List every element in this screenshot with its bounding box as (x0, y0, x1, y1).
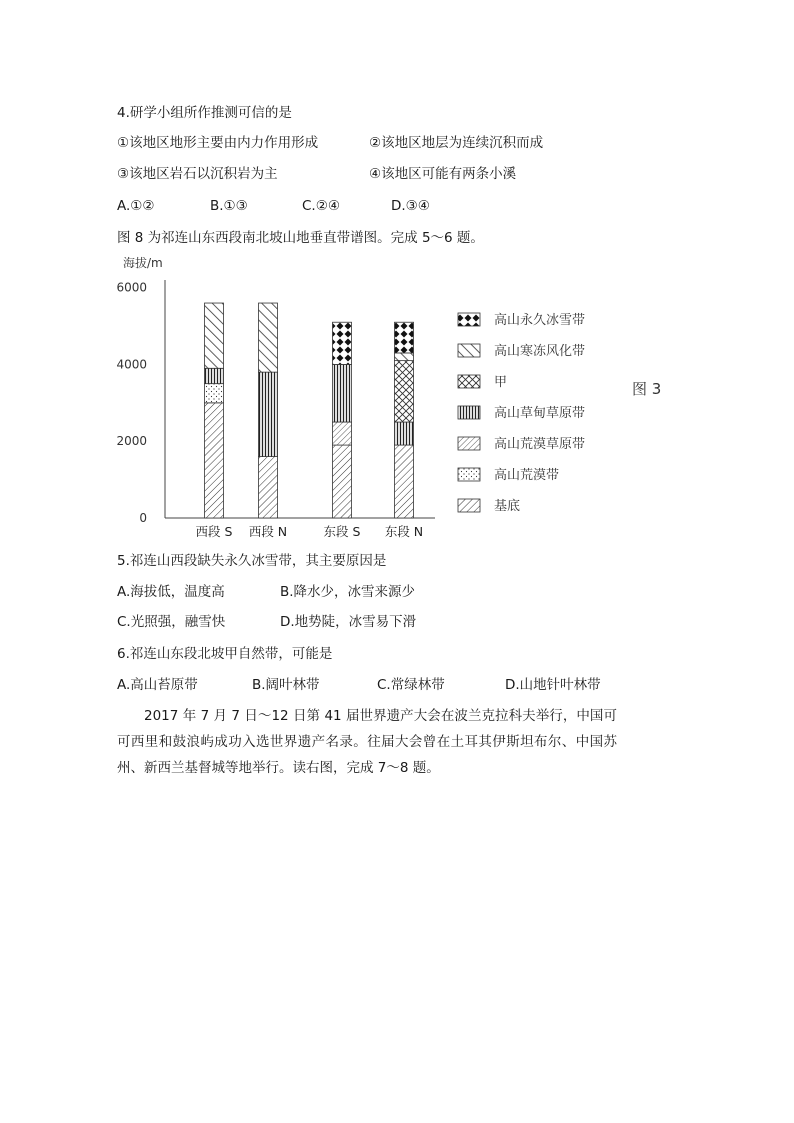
legend-label-permanent-snow: 高山永久冰雪带 (494, 313, 586, 328)
legend-swatch-alpine-desert (458, 468, 480, 481)
legend-swatch-zone-jia (458, 375, 480, 388)
q4-option-d: D.③④ (391, 198, 430, 214)
legend-label-alpine-desert: 高山荒漠带 (494, 468, 560, 483)
bar-segment-frost-weathering (395, 353, 414, 361)
figure-label: 图 3 (632, 380, 662, 398)
y-tick-label: 2000 (116, 434, 147, 449)
legend-label-base: 基底 (494, 499, 521, 514)
bar-segment-alpine-meadow-steppe (259, 372, 278, 456)
q4-item-1: ①该地区地形主要由内力作用形成 (117, 135, 319, 151)
q6-option-c: C.常绿林带 (377, 677, 445, 693)
figure-intro: 图 8 为祁连山东西段南北坡山地垂直带谱图。完成 5～6 题。 (117, 230, 484, 246)
q4-option-a: A.①② (117, 198, 155, 214)
bar-segment-base (395, 445, 414, 518)
legend-swatch-alpine-desert-steppe (458, 437, 480, 450)
q5-stem: 5.祁连山西段缺失永久冰雪带，其主要原因是 (117, 553, 387, 569)
bar-segment-zone-jia (395, 361, 414, 422)
q5-option-b: B.降水少，冰雪来源少 (280, 584, 416, 600)
bar-segment-alpine-meadow-steppe (333, 364, 352, 422)
vertical-zone-chart (0, 250, 794, 540)
q6-option-b: B.阔叶林带 (252, 677, 320, 693)
bar-segment-alpine-desert-steppe (333, 422, 352, 445)
legend-swatch-base (458, 499, 480, 512)
q6-option-d: D.山地针叶林带 (505, 677, 601, 693)
q4-item-3: ③该地区岩石以沉积岩为主 (117, 166, 278, 182)
legend-swatch-permanent-snow (458, 313, 480, 326)
bar-segment-base (259, 457, 278, 518)
bar-segment-alpine-meadow-steppe (395, 422, 414, 445)
bar-segment-alpine-desert (205, 384, 224, 403)
q5-option-d: D.地势陡，冰雪易下滑 (280, 614, 417, 630)
q5-option-a: A.海拔低，温度高 (117, 584, 225, 600)
x-tick-label: 西段 S (195, 524, 233, 539)
q4-option-b: B.①③ (210, 198, 248, 214)
q6-stem: 6.祁连山东段北坡甲自然带，可能是 (117, 646, 333, 662)
bar-segment-frost-weathering (259, 303, 278, 372)
y-tick-label: 0 (139, 511, 147, 525)
y-tick-label: 4000 (116, 357, 147, 372)
passage-7-8: 2017 年 7 月 7 日～12 日第 41 届世界遗产大会在波兰克拉科夫举行，中国可可西里和鼓浪屿成功入选世界遗产名录。往届大会曾在土耳其伊斯坦布尔、中国苏州、新西兰基督城等地举行。读右图，完成 7～8 题。 (117, 708, 617, 776)
legend-label-alpine-desert-steppe: 高山荒漠草原带 (494, 437, 586, 452)
y-axis-label: 海拔/m (123, 256, 163, 270)
bar-segment-base (333, 445, 352, 518)
q6-option-a: A.高山苔原带 (117, 677, 198, 693)
q4-option-c: C.②④ (302, 198, 340, 214)
x-tick-label: 东段 S (323, 524, 361, 539)
legend-swatch-alpine-meadow-steppe (458, 406, 480, 419)
bar-segment-alpine-meadow-steppe (205, 368, 224, 383)
x-tick-label: 西段 N (248, 524, 288, 539)
legend-label-alpine-meadow-steppe: 高山草甸草原带 (494, 406, 586, 421)
x-tick-label: 东段 N (384, 524, 424, 539)
legend-label-zone-jia: 甲 (494, 375, 508, 390)
bar-segment-base (205, 403, 224, 518)
q5-option-c: C.光照强，融雪快 (117, 614, 226, 630)
y-tick-label: 6000 (116, 280, 147, 295)
q4-item-2: ②该地区地层为连续沉积而成 (369, 135, 544, 151)
q4-stem: 4.研学小组所作推测可信的是 (117, 105, 292, 121)
q4-item-4: ④该地区可能有两条小溪 (369, 166, 517, 182)
legend-swatch-frost-weathering (458, 344, 480, 357)
legend-label-frost-weathering: 高山寒冻风化带 (494, 344, 586, 359)
bar-segment-frost-weathering (205, 303, 224, 368)
bar-segment-permanent-snow (395, 322, 414, 353)
bar-segment-permanent-snow (333, 322, 352, 364)
